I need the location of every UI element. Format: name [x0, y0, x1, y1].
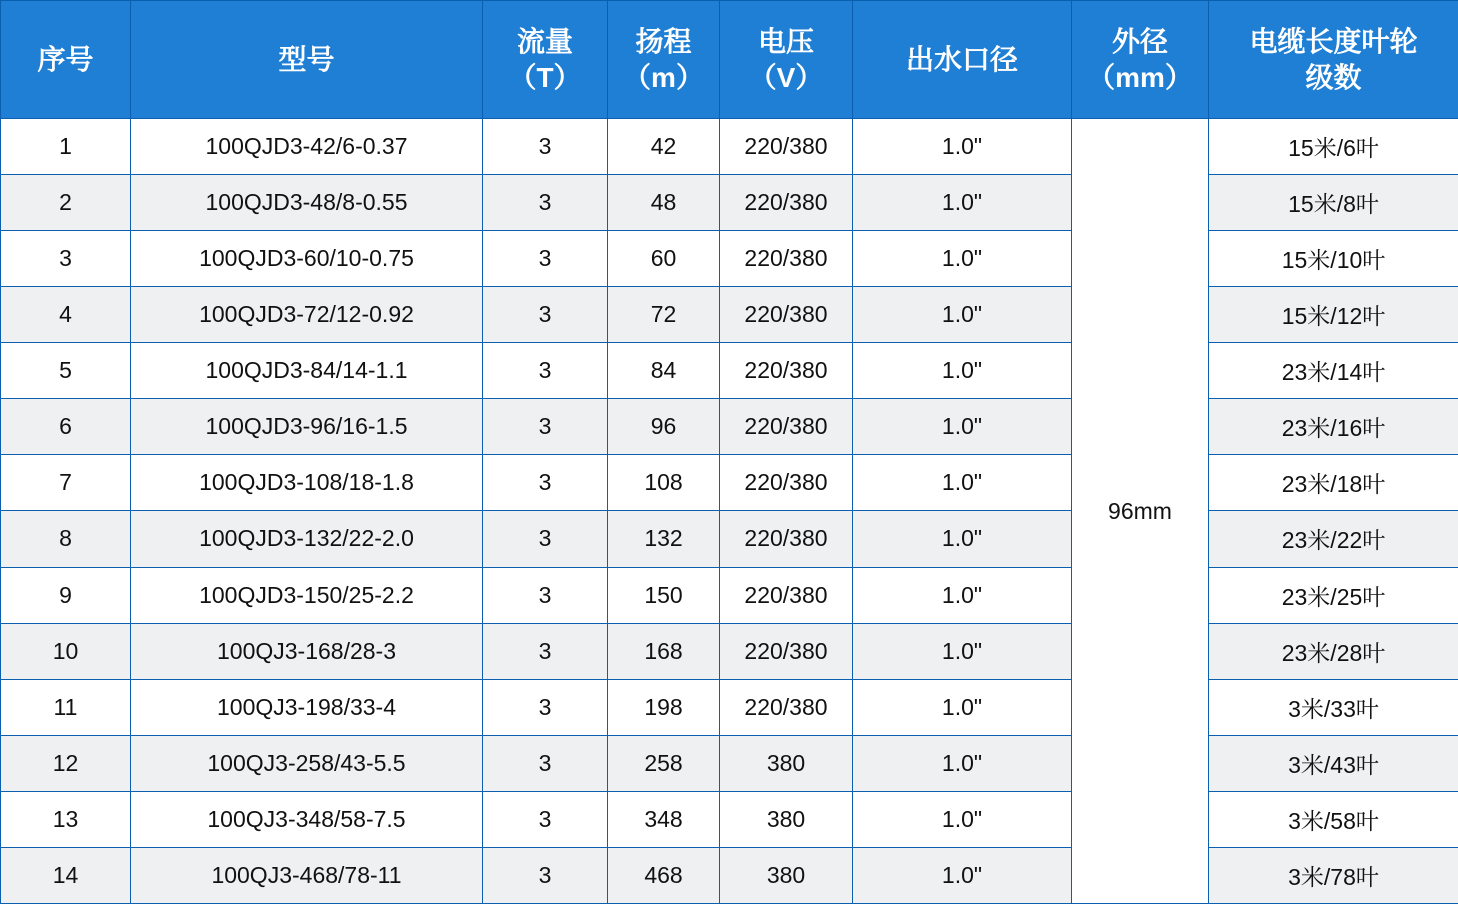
- cell-cable-impeller: 23米/25叶: [1209, 567, 1458, 623]
- cell-cable-impeller: 3米/43叶: [1209, 735, 1458, 791]
- cell-index: 5: [1, 343, 131, 399]
- cell-cable-impeller: 23米/14叶: [1209, 343, 1458, 399]
- cell-index: 8: [1, 511, 131, 567]
- cell-cable-impeller: 3米/58叶: [1209, 791, 1458, 847]
- cell-cable-impeller: 23米/18叶: [1209, 455, 1458, 511]
- cell-head: 198: [608, 679, 720, 735]
- cell-voltage: 380: [720, 791, 853, 847]
- cell-model: 100QJD3-96/16-1.5: [131, 399, 483, 455]
- cell-voltage: 220/380: [720, 119, 853, 175]
- cell-model: 100QJ3-258/43-5.5: [131, 735, 483, 791]
- cell-flow: 3: [483, 623, 608, 679]
- cell-model: 100QJ3-348/58-7.5: [131, 791, 483, 847]
- header-main-text: 出水口径: [905, 43, 1018, 75]
- cell-model: 100QJD3-42/6-0.37: [131, 119, 483, 175]
- cell-voltage: 220/380: [720, 623, 853, 679]
- cell-flow: 3: [483, 399, 608, 455]
- cell-flow: 3: [483, 567, 608, 623]
- cell-index: 2: [1, 175, 131, 231]
- cell-index: 13: [1, 791, 131, 847]
- cell-head: 84: [608, 343, 720, 399]
- cell-head: 258: [608, 735, 720, 791]
- cell-model: 100QJ3-468/78-11: [131, 847, 483, 903]
- cell-voltage: 220/380: [720, 231, 853, 287]
- cell-head: 168: [608, 623, 720, 679]
- cell-flow: 3: [483, 847, 608, 903]
- table-row: [1, 231, 1458, 287]
- cell-index: 14: [1, 847, 131, 903]
- cell-model: 100QJD3-108/18-1.8: [131, 455, 483, 511]
- cell-voltage: 220/380: [720, 455, 853, 511]
- cell-index: 6: [1, 399, 131, 455]
- cell-model: 100QJD3-132/22-2.0: [131, 511, 483, 567]
- header-main-text: 电压: [757, 25, 814, 57]
- header-sub-text: （T）: [508, 61, 582, 93]
- table-row: [1, 679, 1458, 735]
- cell-outlet: 1.0": [853, 567, 1072, 623]
- cell-voltage: 220/380: [720, 343, 853, 399]
- cell-outer-diameter: 96mm: [1072, 119, 1209, 904]
- cell-cable-impeller: 23米/28叶: [1209, 623, 1458, 679]
- table-row: [1, 119, 1458, 175]
- cell-voltage: 220/380: [720, 567, 853, 623]
- cell-voltage: 380: [720, 847, 853, 903]
- header-main-text: 扬程: [635, 25, 692, 57]
- table-row: [1, 287, 1458, 343]
- cell-flow: 3: [483, 511, 608, 567]
- header-main-text: 外径: [1111, 25, 1168, 57]
- cell-flow: 3: [483, 735, 608, 791]
- cell-head: 96: [608, 399, 720, 455]
- cell-outlet: 1.0": [853, 847, 1072, 903]
- cell-head: 72: [608, 287, 720, 343]
- cell-index: 11: [1, 679, 131, 735]
- column-header-head: [608, 1, 720, 119]
- cell-outlet: 1.0": [853, 791, 1072, 847]
- cell-cable-impeller: 15米/12叶: [1209, 287, 1458, 343]
- cell-head: 42: [608, 119, 720, 175]
- column-header-cable-impeller: [1209, 1, 1458, 119]
- cell-voltage: 380: [720, 735, 853, 791]
- cell-voltage: 220/380: [720, 175, 853, 231]
- table-row: [1, 735, 1458, 791]
- cell-flow: 3: [483, 343, 608, 399]
- cell-head: 468: [608, 847, 720, 903]
- cell-head: 348: [608, 791, 720, 847]
- cell-cable-impeller: 15米/8叶: [1209, 175, 1458, 231]
- cell-head: 108: [608, 455, 720, 511]
- cell-cable-impeller: 3米/33叶: [1209, 679, 1458, 735]
- cell-outlet: 1.0": [853, 679, 1072, 735]
- header-main-text: 电缆长度叶轮: [1249, 25, 1418, 57]
- column-header-flow: [483, 1, 608, 119]
- header-sub-text: 级数: [1305, 61, 1362, 93]
- header-main-text: 流量: [516, 25, 573, 57]
- cell-flow: 3: [483, 791, 608, 847]
- cell-voltage: 220/380: [720, 679, 853, 735]
- table-row: [1, 511, 1458, 567]
- cell-outlet: 1.0": [853, 735, 1072, 791]
- cell-flow: 3: [483, 287, 608, 343]
- cell-flow: 3: [483, 679, 608, 735]
- cell-index: 1: [1, 119, 131, 175]
- cell-cable-impeller: 23米/22叶: [1209, 511, 1458, 567]
- cell-cable-impeller: 15米/6叶: [1209, 119, 1458, 175]
- cell-outlet: 1.0": [853, 511, 1072, 567]
- cell-flow: 3: [483, 231, 608, 287]
- table-header: [1, 1, 1458, 119]
- table-row: [1, 847, 1458, 903]
- cell-model: 100QJD3-48/8-0.55: [131, 175, 483, 231]
- cell-index: 12: [1, 735, 131, 791]
- cell-flow: 3: [483, 119, 608, 175]
- cell-model: 100QJD3-150/25-2.2: [131, 567, 483, 623]
- cell-cable-impeller: 15米/10叶: [1209, 231, 1458, 287]
- cell-outlet: 1.0": [853, 119, 1072, 175]
- cell-outlet: 1.0": [853, 175, 1072, 231]
- column-header-voltage: [720, 1, 853, 119]
- column-header-outlet-diameter: [853, 1, 1072, 119]
- header-row: [1, 1, 1458, 119]
- cell-outlet: 1.0": [853, 623, 1072, 679]
- table-row: [1, 343, 1458, 399]
- header-sub-text: （mm）: [1087, 61, 1193, 93]
- table-row: [1, 175, 1458, 231]
- cell-index: 10: [1, 623, 131, 679]
- cell-outlet: 1.0": [853, 231, 1072, 287]
- cell-voltage: 220/380: [720, 399, 853, 455]
- cell-flow: 3: [483, 175, 608, 231]
- column-header-model: [131, 1, 483, 119]
- cell-voltage: 220/380: [720, 511, 853, 567]
- cell-outlet: 1.0": [853, 343, 1072, 399]
- table-row: [1, 623, 1458, 679]
- cell-index: 9: [1, 567, 131, 623]
- table-row: [1, 567, 1458, 623]
- cell-flow: 3: [483, 455, 608, 511]
- cell-voltage: 220/380: [720, 287, 853, 343]
- cell-model: 100QJD3-84/14-1.1: [131, 343, 483, 399]
- column-header-index: [1, 1, 131, 119]
- cell-model: 100QJ3-168/28-3: [131, 623, 483, 679]
- cell-outlet: 1.0": [853, 399, 1072, 455]
- header-main-text: 型号: [278, 43, 335, 75]
- cell-head: 60: [608, 231, 720, 287]
- table-row: [1, 399, 1458, 455]
- cell-head: 150: [608, 567, 720, 623]
- cell-cable-impeller: 23米/16叶: [1209, 399, 1458, 455]
- header-sub-text: （m）: [623, 61, 704, 93]
- cell-outlet: 1.0": [853, 287, 1072, 343]
- cell-outlet: 1.0": [853, 455, 1072, 511]
- cell-head: 132: [608, 511, 720, 567]
- cell-index: 4: [1, 287, 131, 343]
- table-row: [1, 455, 1458, 511]
- cell-index: 7: [1, 455, 131, 511]
- cell-model: 100QJD3-72/12-0.92: [131, 287, 483, 343]
- cell-cable-impeller: 3米/78叶: [1209, 847, 1458, 903]
- table-row: [1, 791, 1458, 847]
- cell-model: 100QJ3-198/33-4: [131, 679, 483, 735]
- header-sub-text: （V）: [748, 61, 824, 93]
- table-body: [1, 119, 1458, 904]
- cell-model: 100QJD3-60/10-0.75: [131, 231, 483, 287]
- cell-index: 3: [1, 231, 131, 287]
- header-main-text: 序号: [37, 43, 94, 75]
- cell-head: 48: [608, 175, 720, 231]
- column-header-outer-diameter: [1072, 1, 1209, 119]
